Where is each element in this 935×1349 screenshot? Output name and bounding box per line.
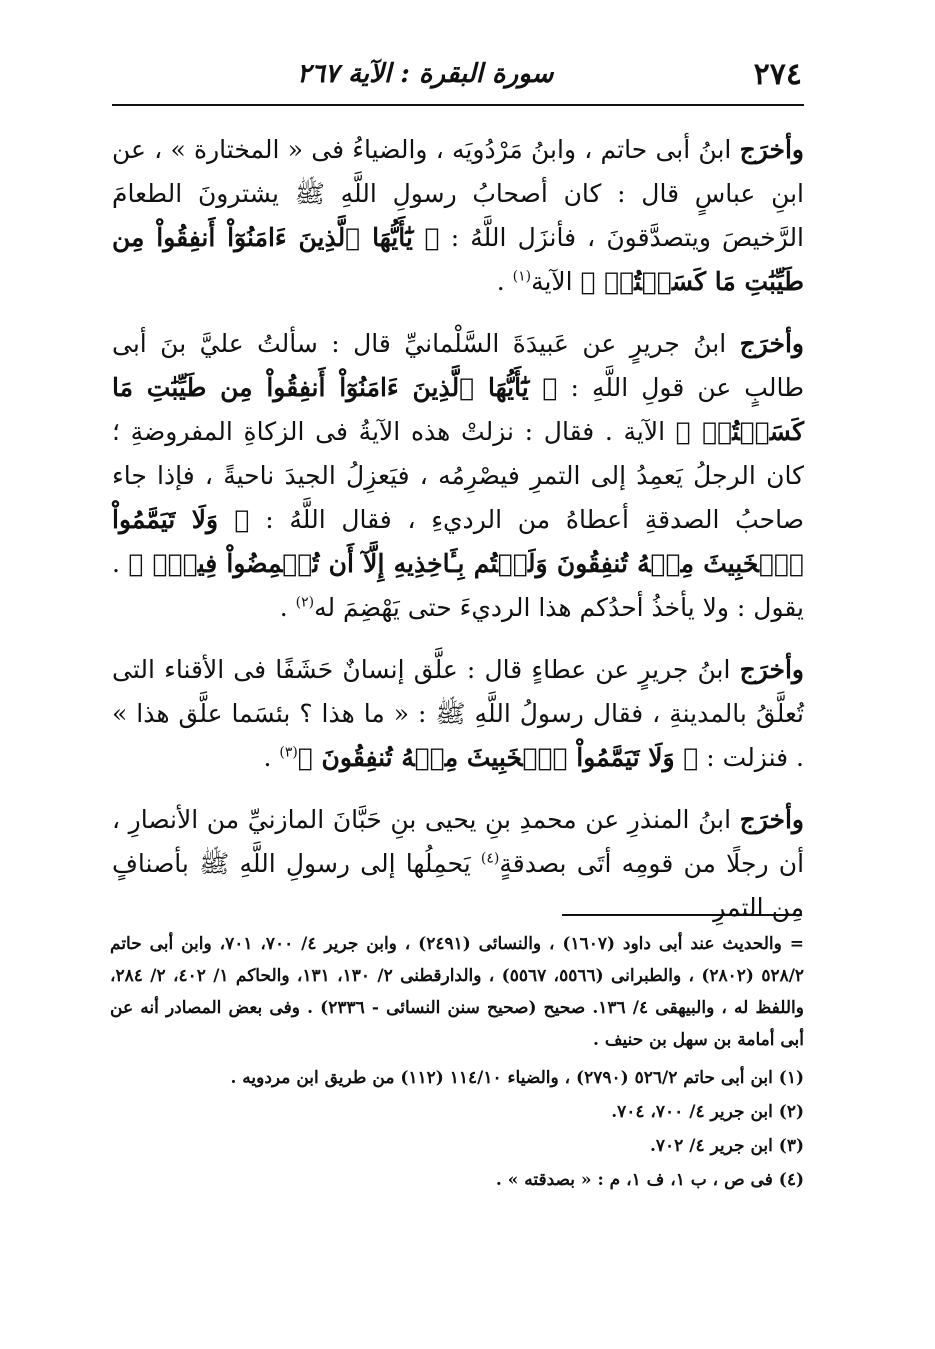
paragraph-text: ابنُ المنذرِ عن محمدِ بنِ يحيى بنِ حَبَّانَ المازنيِّ من الأنصارِ ، أن رجلًا من قومِه أتَى بصدقةٍ (112, 805, 805, 878)
paragraph-text: . (263, 743, 280, 772)
paragraph-3 (112, 648, 804, 780)
paragraph-text: . (279, 593, 296, 622)
footnote-ref[interactable]: (١) (512, 268, 532, 285)
paragraph-1 (112, 128, 804, 304)
quran-verse: ﴿ وَلَا تَيَمَّمُواْ ٱلۡخَبِيثَ مِنۡهُ تُنفِقُونَ ﴾ (297, 743, 699, 772)
footnote-4: (٤) فى ص ، ب ١، ف ١، م : « بصدقته » . (495, 1170, 804, 1190)
running-head: سورة البقرة : الآية ٢٦٧ (297, 59, 554, 89)
paragraph-text: الآية (531, 267, 581, 296)
footnote-ref[interactable]: (٤) (480, 850, 500, 867)
main-text (112, 128, 804, 948)
footnote-2: (٢) ابن جرير ٤/ ٧٠٠، ٧٠٤. (611, 1102, 804, 1122)
paragraph-lead: وأخرَج (739, 329, 804, 358)
footnote-ref[interactable]: (٢) (295, 594, 315, 611)
paragraph-text: . (496, 267, 513, 296)
footnote-1: (١) ابن أبى حاتم ٥٢٦/٢ (٢٧٩٠) ، والضياء ١١٤/١٠ (١١٢) من طريق ابن مردويه . (230, 1068, 804, 1088)
paragraph-lead: وأخرَج (739, 135, 804, 164)
footnote-rule (562, 914, 802, 916)
quran-verse: ﴿ يَٰٓأَيُّهَا ٱلَّذِينَ ءَامَنُوٓاْ أَنفِقُواْ مِن طَيِّبَٰتِ مَا كَسَبۡتُمۡ ﴾ (112, 373, 804, 446)
paragraph-lead: وأخرَج (739, 805, 804, 834)
paragraph-lead: وأخرَج (739, 655, 804, 684)
paragraph-2 (112, 322, 804, 630)
header-rule (112, 104, 804, 106)
paragraph-text: يَحمِلُها إلى رسولِ اللَّهِ ﷺ بأصنافٍ مِن التمرِ (112, 849, 804, 922)
paragraph-4 (112, 798, 804, 930)
page-number: ٢٧٤ (753, 56, 802, 92)
footnote-ref[interactable]: (٣) (279, 744, 298, 761)
paragraph-text: . يقول : ولا يأخذُ أحدُكم هذا الرديءَ حتى يَهْضِمَ له (112, 549, 804, 622)
footnotes (110, 928, 804, 1198)
paragraph-text: ابنُ جريرٍ عن عَبيدَةَ السَّلْمانيِّ قال : سألتُ عليَّ بنَ أبى طالبٍ عن قولِ اللَّهِ : (112, 329, 804, 402)
quran-verse: ﴿ يَٰٓأَيُّهَا ٱلَّذِينَ ءَامَنُوٓاْ أَنفِقُواْ مِن طَيِّبَٰتِ مَا كَسَبۡتُمۡ ﴾ (112, 223, 804, 296)
page-header (112, 50, 802, 98)
paragraph-text: الآية . فقال : نزلتْ هذه الآيةُ فى الزكاةِ المفروضةِ ؛ كان الرجلُ يَعمِدُ إلى التمرِ فيصْرِمُه ، فيَعزِلُ الجيدَ ناحيةً ، فإذا جاء صاحبُ الصدقةِ أعطاهُ من الرديءِ ، فقال اللَّهُ : (112, 417, 804, 534)
paragraph-text: ابنُ أبى حاتم ، وابنُ مَرْدُويَه ، والضياءُ فى « المختارة » ، عن ابنِ عباسٍ قال : كان أصحابُ رسولِ اللَّهِ ﷺ يشترونَ الطعامَ الرَّخيصَ ويتصدَّقونَ ، فأنزَل اللَّهُ : (112, 135, 805, 252)
footnote-3: (٣) ابن جرير ٤/ ٧٠٢. (650, 1136, 804, 1156)
footnote-continued: = والحديث عند أبى داود (١٦٠٧) ، والنسائى (٢٤٩١) ، وابن جرير ٤/ ٧٠٠، ٧٠١، وابن أبى حاتم ٥٢٨/٢ (٢٨٠٢) ، والطبرانى (٥٥٦٦، ٥٥٦٧) ، والدارقطنى ٢/ ١٣٠، ١٣١، والحاكم ١/ ٤٠٢، ٢/ ٢٨٤، واللفظ له ، والبيهقى ٤/ ١٣٦. صحيح (صحيح سنن النسائى - ٢٣٣٦) . وفى بعض المصادر أنه عن أبى أمامة بن سهل بن حنيف . (110, 934, 805, 1050)
paragraph-text: ابنُ جريرٍ عن عطاءٍ قال : علَّق إنسانٌ حَشَفًا فى الأقناء التى تُعلَّقُ بالمدينةِ ، فقال رسولُ اللَّهِ ﷺ : « ما هذا ؟ بئسَما علَّق هذا » . فنزلت : (112, 655, 804, 772)
quran-verse: ﴿ وَلَا تَيَمَّمُواْ ٱلۡخَبِيثَ مِنۡهُ تُنفِقُونَ وَلَسۡتُم بِـَٔاخِذِيهِ إِلَّآ أَن تُغۡمِضُواْ فِيهِۚ ﴾ (112, 505, 804, 578)
